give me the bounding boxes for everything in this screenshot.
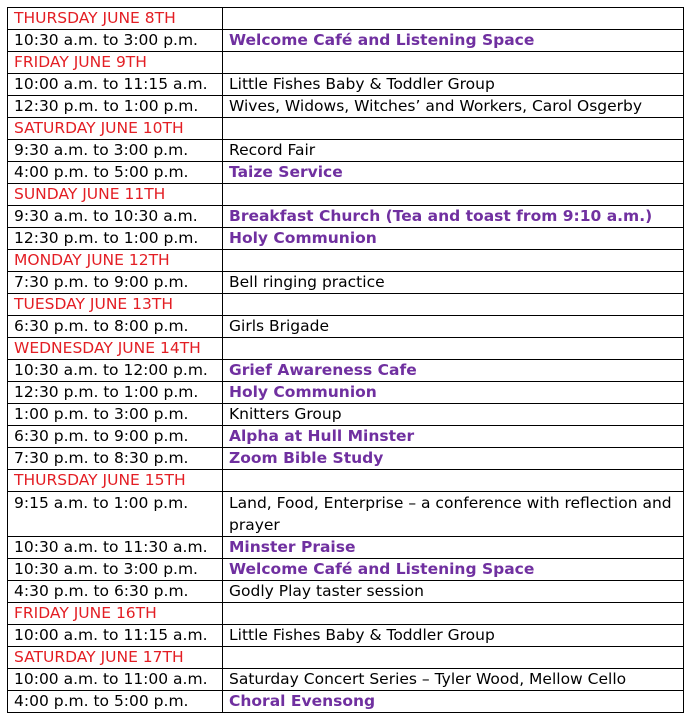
event-cell: Breakfast Church (Tea and toast from 9:10 a.m.) xyxy=(223,206,684,228)
day-blank-cell xyxy=(223,8,684,30)
event-row xyxy=(8,537,684,559)
schedule-body xyxy=(8,8,684,713)
event-cell: Zoom Bible Study xyxy=(223,448,684,470)
event-row xyxy=(8,206,684,228)
time-cell: 7:30 p.m. to 9:00 p.m. xyxy=(8,272,223,294)
day-heading: FRIDAY JUNE 16TH xyxy=(8,603,223,625)
time-cell: 4:30 p.m. to 6:30 p.m. xyxy=(8,581,223,603)
time-cell: 6:30 p.m. to 9:00 p.m. xyxy=(8,426,223,448)
event-cell: Godly Play taster session xyxy=(223,581,684,603)
day-heading: SUNDAY JUNE 11TH xyxy=(8,184,223,206)
event-row xyxy=(8,404,684,426)
time-cell: 10:30 a.m. to 11:30 a.m. xyxy=(8,537,223,559)
day-heading: SATURDAY JUNE 10TH xyxy=(8,118,223,140)
event-cell: Welcome Café and Listening Space xyxy=(223,30,684,52)
day-header-row xyxy=(8,603,684,625)
event-cell: Wives, Widows, Witches’ and Workers, Carol Osgerby xyxy=(223,96,684,118)
time-cell: 1:00 p.m. to 3:00 p.m. xyxy=(8,404,223,426)
time-cell: 9:30 a.m. to 10:30 a.m. xyxy=(8,206,223,228)
event-row xyxy=(8,426,684,448)
event-row xyxy=(8,382,684,404)
day-header-row xyxy=(8,52,684,74)
day-header-row xyxy=(8,184,684,206)
event-cell: Girls Brigade xyxy=(223,316,684,338)
time-cell: 10:00 a.m. to 11:15 a.m. xyxy=(8,625,223,647)
event-cell: Choral Evensong xyxy=(223,691,684,713)
day-blank-cell xyxy=(223,470,684,492)
schedule-table xyxy=(7,7,684,713)
event-cell: Little Fishes Baby & Toddler Group xyxy=(223,74,684,96)
day-header-row xyxy=(8,118,684,140)
day-heading: THURSDAY JUNE 15TH xyxy=(8,470,223,492)
event-cell: Land, Food, Enterprise – a conference with reflection and prayer xyxy=(223,492,684,537)
event-cell: Taize Service xyxy=(223,162,684,184)
event-row xyxy=(8,559,684,581)
time-cell: 9:15 a.m. to 1:00 p.m. xyxy=(8,492,223,537)
event-row xyxy=(8,625,684,647)
day-heading: SATURDAY JUNE 17TH xyxy=(8,647,223,669)
event-row xyxy=(8,316,684,338)
event-row xyxy=(8,492,684,537)
day-header-row xyxy=(8,8,684,30)
event-row xyxy=(8,272,684,294)
day-blank-cell xyxy=(223,294,684,316)
day-heading: MONDAY JUNE 12TH xyxy=(8,250,223,272)
time-cell: 10:30 a.m. to 3:00 p.m. xyxy=(8,30,223,52)
event-cell: Alpha at Hull Minster xyxy=(223,426,684,448)
day-blank-cell xyxy=(223,118,684,140)
event-row xyxy=(8,30,684,52)
event-cell: Minster Praise xyxy=(223,537,684,559)
event-cell: Holy Communion xyxy=(223,228,684,250)
day-heading: WEDNESDAY JUNE 14TH xyxy=(8,338,223,360)
time-cell: 4:00 p.m. to 5:00 p.m. xyxy=(8,691,223,713)
day-header-row xyxy=(8,647,684,669)
event-row xyxy=(8,74,684,96)
event-row xyxy=(8,448,684,470)
day-heading: FRIDAY JUNE 9TH xyxy=(8,52,223,74)
event-row xyxy=(8,162,684,184)
event-row xyxy=(8,691,684,713)
event-cell: Knitters Group xyxy=(223,404,684,426)
day-heading: THURSDAY JUNE 8TH xyxy=(8,8,223,30)
day-blank-cell xyxy=(223,250,684,272)
day-header-row xyxy=(8,470,684,492)
time-cell: 10:00 a.m. to 11:15 a.m. xyxy=(8,74,223,96)
day-blank-cell xyxy=(223,647,684,669)
day-header-row xyxy=(8,250,684,272)
event-row xyxy=(8,360,684,382)
time-cell: 10:30 a.m. to 12:00 p.m. xyxy=(8,360,223,382)
event-cell: Grief Awareness Cafe xyxy=(223,360,684,382)
event-cell: Welcome Café and Listening Space xyxy=(223,559,684,581)
day-blank-cell xyxy=(223,603,684,625)
day-header-row xyxy=(8,294,684,316)
time-cell: 9:30 a.m. to 3:00 p.m. xyxy=(8,140,223,162)
time-cell: 12:30 p.m. to 1:00 p.m. xyxy=(8,96,223,118)
time-cell: 7:30 p.m. to 8:30 p.m. xyxy=(8,448,223,470)
event-cell: Saturday Concert Series – Tyler Wood, Mellow Cello xyxy=(223,669,684,691)
day-blank-cell xyxy=(223,52,684,74)
event-row xyxy=(8,96,684,118)
event-cell: Record Fair xyxy=(223,140,684,162)
day-blank-cell xyxy=(223,338,684,360)
event-cell: Holy Communion xyxy=(223,382,684,404)
time-cell: 12:30 p.m. to 1:00 p.m. xyxy=(8,382,223,404)
day-heading: TUESDAY JUNE 13TH xyxy=(8,294,223,316)
event-cell: Little Fishes Baby & Toddler Group xyxy=(223,625,684,647)
time-cell: 10:30 a.m. to 3:00 p.m. xyxy=(8,559,223,581)
event-row xyxy=(8,669,684,691)
event-row xyxy=(8,140,684,162)
day-blank-cell xyxy=(223,184,684,206)
time-cell: 4:00 p.m. to 5:00 p.m. xyxy=(8,162,223,184)
event-cell: Bell ringing practice xyxy=(223,272,684,294)
event-row xyxy=(8,581,684,603)
day-header-row xyxy=(8,338,684,360)
time-cell: 12:30 p.m. to 1:00 p.m. xyxy=(8,228,223,250)
time-cell: 6:30 p.m. to 8:00 p.m. xyxy=(8,316,223,338)
time-cell: 10:00 a.m. to 11:00 a.m. xyxy=(8,669,223,691)
event-row xyxy=(8,228,684,250)
